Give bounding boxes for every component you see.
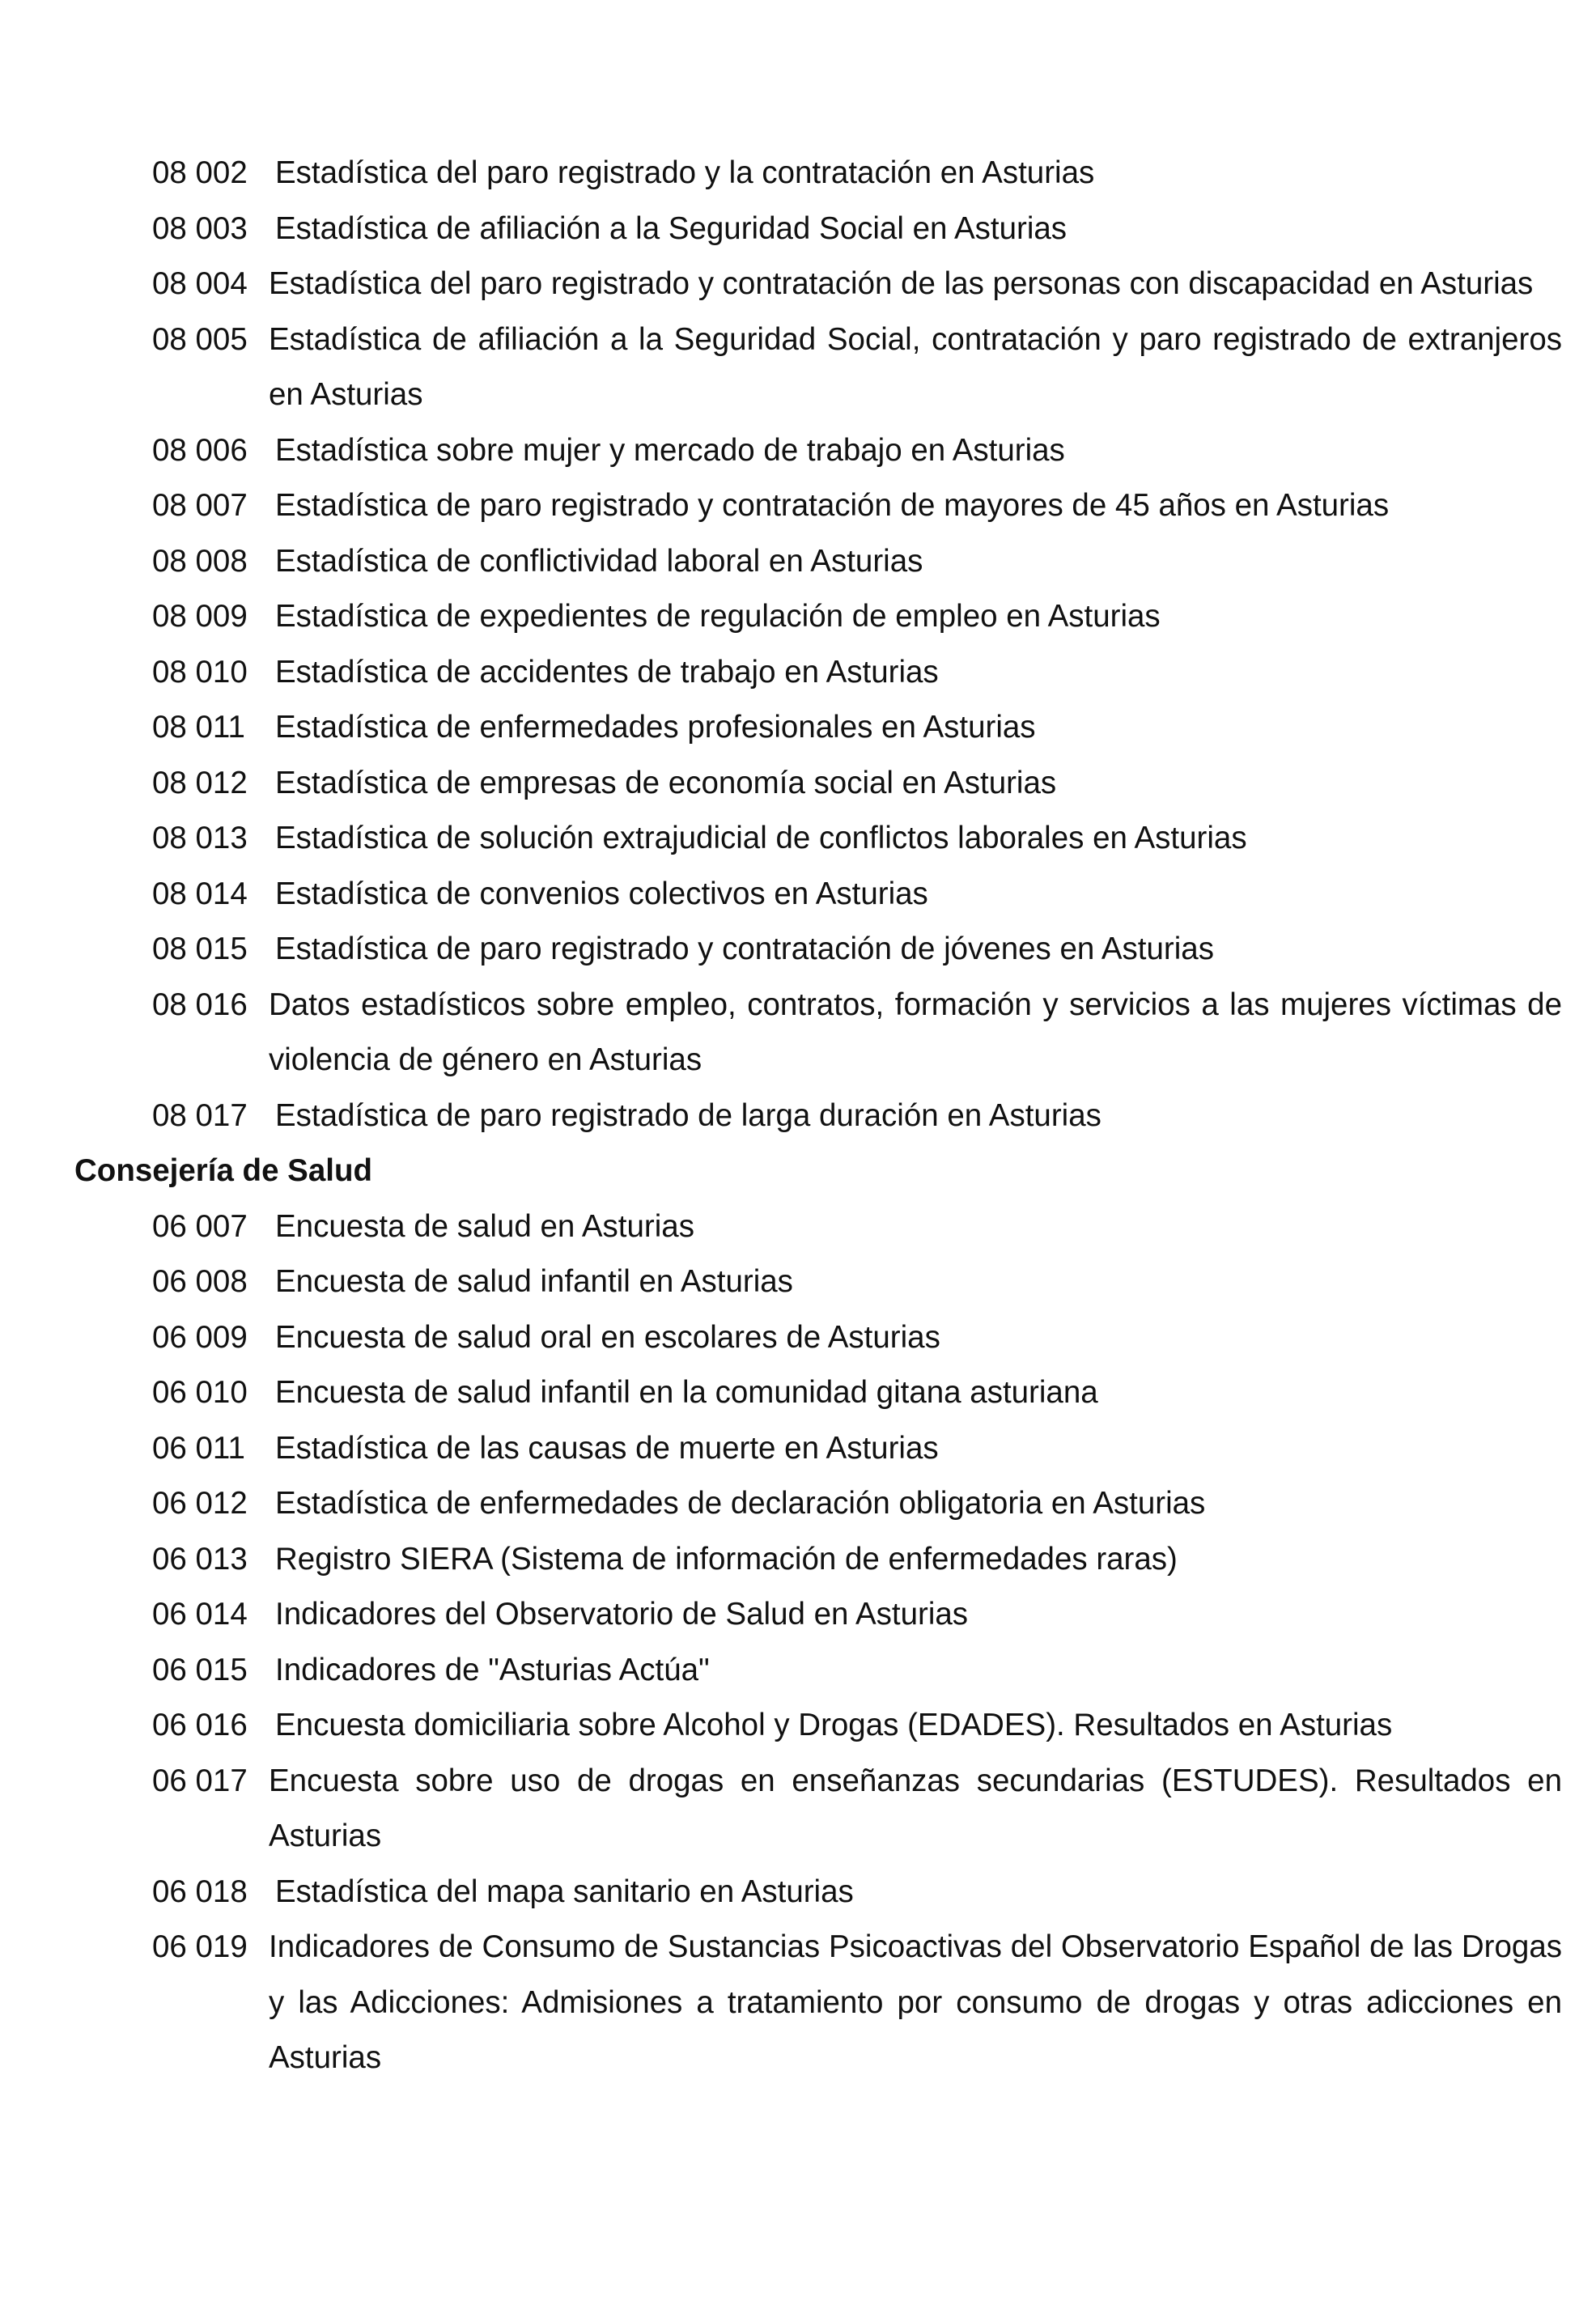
statistic-title: Estadística de expedientes de regulación de empleo en Asturias xyxy=(275,599,1161,634)
statistic-code: 06 014 xyxy=(152,1597,248,1632)
statistic-title: Encuesta sobre uso de drogas en enseñanzas secundarias (ESTUDES). Resultados en Asturias xyxy=(269,1763,1562,1853)
statistic-code: 08 002 xyxy=(152,155,248,190)
statistic-title: Datos estadísticos sobre empleo, contratos, formación y servicios a las mujeres víctimas de violencia de género en Asturias xyxy=(269,987,1562,1077)
statistic-code: 08 012 xyxy=(152,765,248,800)
statistic-code: 08 017 xyxy=(152,1097,248,1133)
statistic-code: 08 010 xyxy=(152,654,248,690)
statistic-title: Estadística de solución extrajudicial de conflictos laborales en Asturias xyxy=(275,821,1247,855)
statistic-title: Estadística de enfermedades de declaración obligatoria en Asturias xyxy=(275,1486,1206,1521)
statistic-title: Encuesta de salud infantil en la comunidad gitana asturiana xyxy=(275,1375,1098,1410)
list-item xyxy=(152,756,1562,812)
statistic-title: Encuesta domiciliaria sobre Alcohol y Drogas (EDADES). Resultados en Asturias xyxy=(275,1708,1393,1742)
statistic-code: 06 012 xyxy=(152,1486,248,1521)
statistic-code: 08 004 xyxy=(152,266,248,301)
statistic-code: 06 017 xyxy=(152,1763,248,1798)
statistic-code: 06 015 xyxy=(152,1652,248,1687)
list-item xyxy=(152,423,1562,479)
statistic-title: Estadística del paro registrado y contratación de las personas con discapacidad en Asturias xyxy=(269,266,1534,301)
statistic-title: Estadística de enfermedades profesionales en Asturias xyxy=(275,710,1036,745)
list-item xyxy=(152,1476,1562,1532)
list-item xyxy=(152,202,1562,257)
statistic-title: Encuesta de salud infantil en Asturias xyxy=(275,1264,793,1299)
statistic-code: 08 009 xyxy=(152,599,248,634)
list-item xyxy=(152,1089,1562,1144)
list-item xyxy=(152,1365,1562,1421)
statistic-code: 08 014 xyxy=(152,876,248,911)
statistic-code: 08 015 xyxy=(152,932,248,966)
list-item xyxy=(152,1920,1562,2086)
list-item xyxy=(152,1310,1562,1366)
statistic-title: Encuesta de salud oral en escolares de Asturias xyxy=(275,1319,940,1355)
list-item xyxy=(152,534,1562,590)
statistic-code: 06 019 xyxy=(152,1929,248,1964)
list-item xyxy=(152,1643,1562,1699)
statistic-title: Estadística de paro registrado y contratación de jóvenes en Asturias xyxy=(275,932,1214,966)
statistic-title: Indicadores de "Asturias Actúa" xyxy=(275,1652,710,1687)
list-item xyxy=(152,867,1562,923)
list-item xyxy=(152,1865,1562,1920)
list-item xyxy=(152,1532,1562,1588)
list-item xyxy=(152,922,1562,978)
statistic-code: 08 007 xyxy=(152,488,248,523)
list-item xyxy=(152,1587,1562,1643)
statistic-title: Encuesta de salud en Asturias xyxy=(275,1208,694,1244)
list-item xyxy=(152,257,1562,312)
list-item xyxy=(152,645,1562,701)
list-item xyxy=(152,589,1562,645)
list-item xyxy=(152,700,1562,756)
statistic-title: Estadística de afiliación a la Seguridad Social en Asturias xyxy=(275,210,1068,246)
statistic-code: 06 013 xyxy=(152,1541,248,1577)
statistic-title: Estadística de convenios colectivos en Asturias xyxy=(275,876,928,911)
list-item xyxy=(152,478,1562,534)
statistic-title: Estadística de empresas de economía social en Asturias xyxy=(275,765,1057,800)
statistic-code: 06 011 xyxy=(152,1430,245,1466)
statistic-title: Estadística de afiliación a la Seguridad Social, contratación y paro registrado de extranjeros en Asturias xyxy=(269,321,1562,412)
statistic-title: Estadística del mapa sanitario en Asturias xyxy=(275,1874,854,1909)
statistic-code: 06 018 xyxy=(152,1874,248,1909)
section-heading: Consejería de Salud xyxy=(74,1153,373,1188)
statistic-title: Estadística de paro registrado y contratación de mayores de 45 años en Asturias xyxy=(275,488,1390,523)
statistic-code: 06 008 xyxy=(152,1264,248,1299)
statistic-title: Indicadores de Consumo de Sustancias Psicoactivas del Observatorio Español de las Drogas y las Adicciones: Admisiones a tratamiento por consumo de drogas y otras adicciones en Asturias xyxy=(269,1929,1562,2075)
statistic-code: 08 013 xyxy=(152,821,248,855)
statistic-title: Estadística del paro registrado y la contratación en Asturias xyxy=(275,155,1095,190)
statistic-title: Estadística de accidentes de trabajo en Asturias xyxy=(275,654,939,690)
statistic-title: Estadística sobre mujer y mercado de trabajo en Asturias xyxy=(275,432,1065,468)
list-item xyxy=(152,1698,1562,1754)
list-item xyxy=(152,312,1562,423)
list-item xyxy=(152,978,1562,1089)
statistic-code: 08 005 xyxy=(152,321,248,357)
statistic-title: Indicadores del Observatorio de Salud en Asturias xyxy=(275,1597,969,1632)
statistic-code: 06 016 xyxy=(152,1708,248,1742)
statistic-code: 06 010 xyxy=(152,1375,248,1410)
list-item xyxy=(152,1754,1562,1865)
list-item xyxy=(152,1254,1562,1310)
statistic-code: 08 016 xyxy=(152,987,248,1022)
statistic-code: 08 006 xyxy=(152,432,248,468)
list-item xyxy=(152,1421,1562,1477)
statistic-code: 06 007 xyxy=(152,1208,248,1244)
statistic-title: Estadística de las causas de muerte en Asturias xyxy=(275,1430,939,1466)
list-item xyxy=(152,146,1562,202)
statistic-title: Registro SIERA (Sistema de información de enfermedades raras) xyxy=(275,1541,1178,1577)
statistic-code: 08 008 xyxy=(152,543,248,579)
statistic-title: Estadística de conflictividad laboral en Asturias xyxy=(275,543,923,579)
statistic-code: 06 009 xyxy=(152,1319,248,1355)
statistic-title: Estadística de paro registrado de larga duración en Asturias xyxy=(275,1097,1101,1133)
statistic-code: 08 003 xyxy=(152,210,248,246)
list-item xyxy=(152,1199,1562,1255)
statistics-list xyxy=(74,146,1562,2086)
statistic-code: 08 011 xyxy=(152,710,245,745)
list-item xyxy=(152,811,1562,867)
